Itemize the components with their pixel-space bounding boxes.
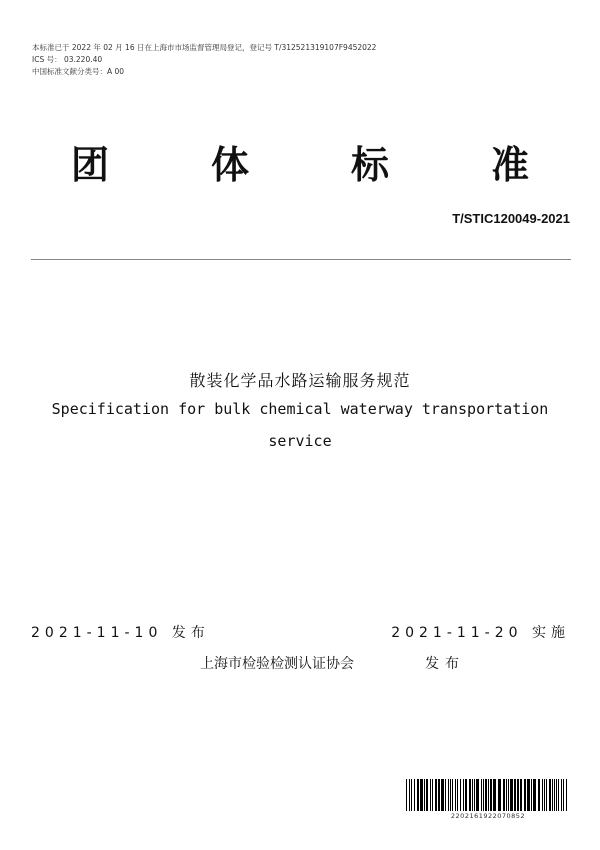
title-english-line2: service (268, 432, 332, 450)
heading-char: 体 (210, 143, 249, 187)
registration-line: 本标准已于 2022 年 02 月 16 日在上海市市场监督管理局登记，登记号 T/312521319107F9452022 (32, 43, 377, 52)
divider (31, 259, 571, 260)
issuing-organization: 上海市检验检测认证协会 (200, 656, 354, 672)
publish-date: 2021-11-10 发布 (31, 625, 210, 641)
title-english-line1: Specification for bulk chemical waterway transportation (51, 400, 549, 418)
heading-char: 准 (490, 143, 529, 187)
ics-number: ICS 号： 03.220.40 (32, 55, 103, 64)
heading-char: 标 (350, 143, 389, 187)
barcode-number: 2202161922070852 (450, 812, 526, 820)
implement-date: 2021-11-20 实施 (391, 625, 570, 641)
barcode (406, 779, 570, 811)
issue-label: 发布 (425, 656, 465, 672)
document-type-heading (60, 134, 540, 189)
title-chinese: 散装化学品水路运输服务规范 (189, 371, 411, 390)
standard-number: T/STIC120049-2021 (452, 211, 570, 226)
heading-char: 团 (70, 143, 109, 187)
classification-number: 中国标准文献分类号：A 00 (32, 67, 125, 76)
